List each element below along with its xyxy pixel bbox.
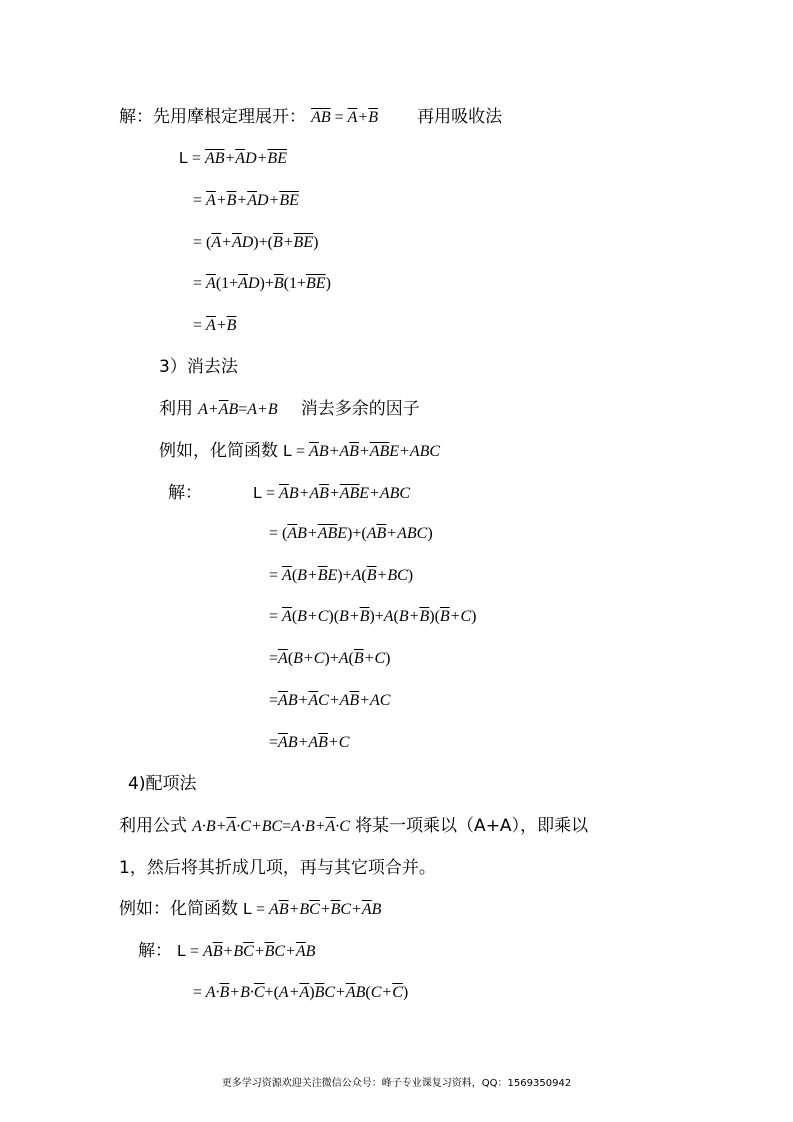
line-9: 例如，化简函数 $L = \overline{A}B+A\overline{B}+\overline{AB}E+ABC$ <box>159 441 441 461</box>
line-2: $L = \overline{AB}+\overline{A}D+\overline{BE}$ <box>179 150 287 167</box>
line-19: 1，然后将其折成几项，再与其它项合并。 <box>119 858 436 878</box>
line-4: = $(\overline{A}+\overline{A}D)+(\overline{B}+\overline{BE})$ <box>193 234 319 251</box>
line-5: = $\overline{A}(1+\overline{A}D)+\overline{B}(1+\overline{BE})$ <box>193 275 331 292</box>
line-1: 解：先用摩根定理展开： $\overline{AB} = \overline{A}+\overline{B}$ 再用吸收法 <box>119 107 503 127</box>
formula-1: $\overline{AB} = \overline{A}+\overline{B}$ <box>311 109 379 126</box>
line-13: = $\overline{A}(B+C)(B+\overline{B})+A(B+\overline{B})(\overline{B}+C)$ <box>269 608 477 625</box>
line-8: 利用 $A+\overline{A}B=A+B$ 消去多余的因子 <box>159 399 420 419</box>
line-6: = $\overline{A}+\overline{B}$ <box>193 317 237 334</box>
section-heading-3: 3）消去法 <box>159 357 238 377</box>
line-18: 利用公式 $A\cdot B+\overline{A}\cdot C+BC=A\cdot B+\overline{A}\cdot C$ 将某一项乘以（A+A），即乘以 <box>119 816 589 836</box>
line-20: 例如：化简函数 $L = A\overline{B}+B\overline{C}+\overline{B}C+\overline{A}B$ <box>119 899 382 919</box>
line-10: 解： $L = \overline{A}B+A\overline{B}+\overline{AB}E+ABC$ <box>168 483 411 503</box>
line-15: $=\overline{A}B+\overline{A}C+A\overline{B}+AC$ <box>269 692 391 709</box>
line-14: $=\overline{A}(B+C)+A(\overline{B}+C)$ <box>269 650 391 667</box>
line-16: $=\overline{A}B+A\overline{B}+C$ <box>269 734 350 751</box>
line-12: = $\overline{A}(B+\overline{B}E)+A(\overline{B}+BC)$ <box>269 567 414 584</box>
line-22: = $A\cdot\overline{B}+B\cdot\overline{C}+(A+\overline{A})\overline{B}C+\overline{A}B(C+\overline{C})$ <box>193 984 409 1001</box>
section-heading-4: 4)配项法 <box>128 774 197 794</box>
footer-note: 更多学习资源欢迎关注微信公众号：峰子专业课复习资料，QQ：1569350942 <box>221 1078 572 1089</box>
line-11: = $(\overline{A}B+\overline{AB}E)+(A\overline{B}+ABC)$ <box>269 525 433 542</box>
line-21: 解： $L = A\overline{B}+B\overline{C}+\overline{B}C+\overline{A}B$ <box>138 941 316 961</box>
line-3: = $\overline{A}+\overline{B}+\overline{A}D+\overline{BE}$ <box>193 192 299 209</box>
